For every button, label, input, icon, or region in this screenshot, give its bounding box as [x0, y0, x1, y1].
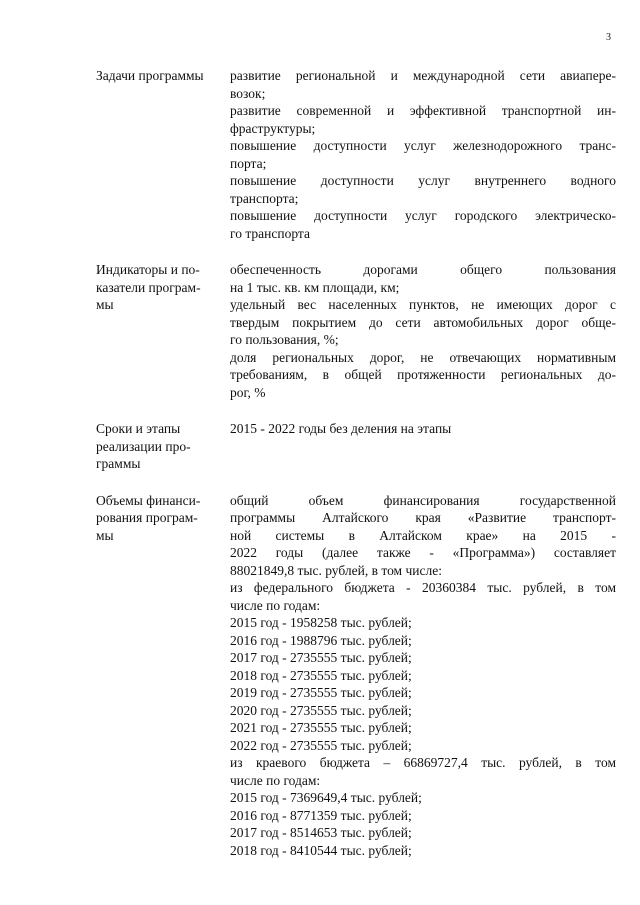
value-line: повышение доступности услуг внутреннего водного — [230, 173, 616, 188]
value-line: из краевого бюджета – 66869727,4 тыс. рублей, в том — [230, 755, 616, 770]
row-label — [96, 420, 230, 473]
value-line: повышение доступности услуг железнодорожного транс- — [230, 138, 616, 153]
value-line: возок; — [230, 85, 266, 101]
row-value — [230, 420, 616, 438]
passport-row-indicators — [96, 261, 616, 401]
value-line: 2015 год - 1958258 тыс. рублей; — [230, 615, 412, 630]
row-value — [230, 261, 616, 401]
value-line: ной системы в Алтайском крае» на 2015 - — [230, 527, 616, 543]
value-line: требованиям, в общей протяженности региональных до- — [230, 367, 616, 382]
value-line: 2022 год - 2735555 тыс. рублей; — [230, 737, 412, 753]
value-line: удельный вес населенных пунктов, не имеющих дорог с — [230, 297, 616, 312]
value-line: 2018 год - 8410544 тыс. рублей; — [230, 842, 412, 858]
passport-row-tasks — [96, 67, 616, 242]
value-line: повышение доступности услуг городского электрическо- — [230, 208, 616, 223]
page-number: 3 — [606, 32, 611, 43]
value-line: 2016 год - 1988796 тыс. рублей; — [230, 632, 412, 648]
row-label — [96, 261, 230, 314]
label-line: граммы — [96, 456, 141, 471]
value-line: числе по годам: — [230, 597, 321, 613]
label-line: мы — [96, 527, 114, 543]
value-line: 2020 год - 2735555 тыс. рублей; — [230, 702, 412, 718]
value-line: 2016 год - 8771359 тыс. рублей; — [230, 807, 412, 823]
value-line: го транспорта — [230, 225, 310, 241]
label-line: мы — [96, 297, 114, 312]
program-passport-table — [96, 67, 616, 878]
label-line: Индикаторы и по- — [96, 262, 200, 277]
value-line: программы Алтайского края «Развитие транспорт- — [230, 510, 616, 525]
value-line: на 1 тыс. кв. км площади, км; — [230, 279, 400, 295]
value-line: 2019 год - 2735555 тыс. рублей; — [230, 685, 412, 700]
label-line: реализации про- — [96, 438, 191, 454]
value-line: обеспеченность дорогами общего пользования — [230, 262, 616, 277]
row-label — [96, 492, 230, 545]
value-line: 2017 год - 2735555 тыс. рублей; — [230, 650, 412, 665]
value-line: 2018 год - 2735555 тыс. рублей; — [230, 667, 412, 683]
label-line: казатели програм- — [96, 279, 201, 295]
label-line: Объемы финанси- — [96, 492, 201, 508]
value-line: развитие региональной и международной сети авиапере- — [230, 68, 616, 83]
value-line: доля региональных дорог, не отвечающих нормативным — [230, 349, 616, 365]
value-line: 88021849,8 тыс. рублей, в том числе: — [230, 562, 442, 578]
label-line: рования програм- — [96, 510, 198, 525]
value-line: 2015 год - 7369649,4 тыс. рублей; — [230, 790, 422, 805]
row-value — [230, 67, 616, 242]
value-line: 2017 год - 8514653 тыс. рублей; — [230, 825, 412, 840]
value-line: общий объем финансирования государственной — [230, 492, 616, 508]
value-line: 2015 - 2022 годы без деления на этапы — [230, 421, 452, 436]
value-line: из федерального бюджета - 20360384 тыс. рублей, в том — [230, 580, 616, 595]
value-line: числе по годам: — [230, 772, 321, 788]
value-line: развитие современной и эффективной транспортной ин- — [230, 103, 616, 118]
value-line: транспорта; — [230, 190, 299, 206]
value-line: порта; — [230, 155, 267, 171]
value-line: рог, % — [230, 384, 266, 400]
value-line: фраструктуры; — [230, 120, 316, 136]
value-line: твердым покрытием до сети автомобильных дорог обще- — [230, 314, 616, 330]
row-label — [96, 67, 230, 85]
row-value — [230, 492, 616, 860]
value-line: 2021 год - 2735555 тыс. рублей; — [230, 720, 412, 735]
passport-row-funding — [96, 492, 616, 860]
label-line: Задачи программы — [96, 68, 204, 83]
passport-row-terms — [96, 420, 616, 473]
value-line: 2022 годы (далее также - «Программа») составляет — [230, 545, 616, 560]
value-line: го пользования, %; — [230, 332, 339, 347]
label-line: Сроки и этапы — [96, 421, 181, 436]
